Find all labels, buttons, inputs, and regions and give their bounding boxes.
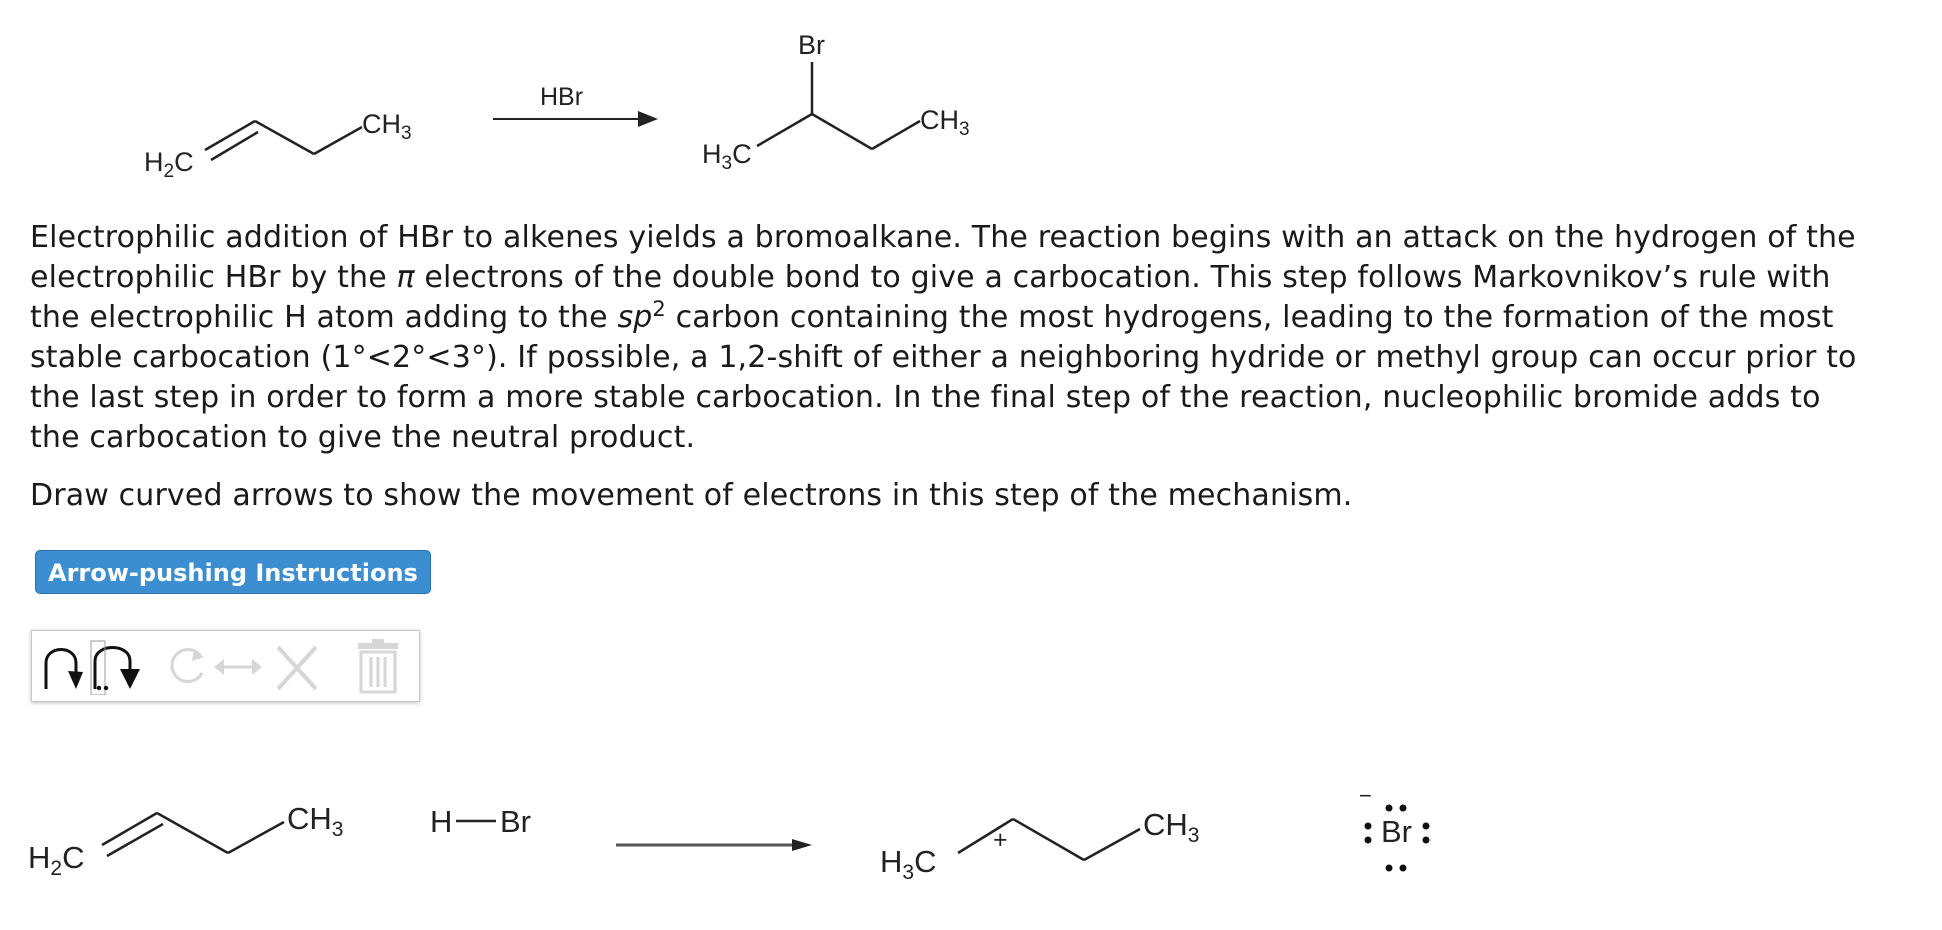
product-2-bromobutane (702, 30, 970, 174)
bromide-atom[interactable]: Br (1381, 814, 1412, 849)
product-br-label: Br (798, 30, 825, 60)
single-bond-line (1084, 829, 1140, 860)
mechanism-carbocation (880, 807, 1199, 884)
mechanism-reaction-arrow (616, 839, 812, 851)
single-bond-line (157, 813, 228, 853)
arrow-pushing-instructions-button[interactable]: Arrow-pushing Instructions (35, 550, 431, 594)
hbr-br-atom[interactable]: Br (500, 804, 531, 839)
pi-symbol: π (396, 260, 415, 295)
reagent-label: HBr (540, 83, 584, 111)
double-bond-line[interactable] (102, 813, 157, 845)
single-bond-line (228, 822, 284, 853)
negative-charge: − (1359, 783, 1372, 808)
question-text: Draw curved arrows to show the movement of electrons in this step of the mechanism. (30, 478, 1353, 513)
delete-icon[interactable] (272, 639, 324, 695)
alkene-h2c-label: $H_2C$ (28, 840, 85, 880)
mechanism-canvas[interactable] (0, 730, 1942, 930)
mechanism-alkene[interactable] (28, 801, 343, 880)
single-bond-line (872, 121, 920, 149)
single-bond-line (255, 121, 314, 154)
double-bond-line (211, 132, 258, 160)
carbocation-ch3-label: $CH_3$ (1143, 807, 1200, 847)
single-bond-line (757, 114, 812, 146)
double-barb-arrow-icon[interactable] (90, 639, 148, 695)
product-ch3-label: $CH_3$ (920, 105, 970, 140)
mechanism-hbr[interactable] (430, 804, 531, 839)
positive-charge: + (993, 826, 1008, 854)
single-barb-arrow-icon[interactable] (38, 639, 86, 695)
double-bond-line[interactable] (107, 824, 163, 856)
double-bond-line (205, 121, 255, 150)
reaction-arrow (493, 83, 658, 127)
drawing-toolbar (31, 630, 420, 702)
resonance-arrow-icon[interactable] (210, 639, 266, 695)
description-text (30, 218, 1910, 516)
rotate-icon[interactable] (160, 639, 210, 695)
trash-icon[interactable] (356, 639, 402, 695)
mechanism-bromide-ion[interactable] (1359, 783, 1430, 872)
single-bond-line (812, 114, 872, 149)
single-bond-line (314, 127, 362, 154)
reactant-h2c-label: $H_2C$ (144, 147, 194, 182)
reactant-ch3-label: $CH_3$ (362, 109, 412, 144)
hbr-h-atom[interactable]: H (430, 804, 453, 839)
top-reaction-scheme (0, 0, 1942, 210)
reactant-1-butene (144, 109, 412, 182)
single-bond-line (1013, 819, 1084, 860)
carbocation-h3c-label: $H_3C$ (880, 844, 937, 884)
alkene-ch3-label: $CH_3$ (287, 801, 344, 841)
product-h3c-label: $H_3C$ (702, 139, 752, 174)
sp-term: sp (617, 300, 653, 335)
description-paragraph: Electrophilic addition of HBr to alkenes yields a bromoalkane. The reaction begins with an attack on the hydrogen of the electrophilic HBr by the π electrons of the double bond to give a carbocation. This step follows Markovnikov’s rule with the electrophilic H atom adding to the $sp^2$ carbon containing the most hydrogens, leading to the formation of the most stable carbocation (1°<2°<3°). If possible, a 1,2-shift of either a neighboring hydride or methyl group can occur prior to the last step in order to form a more stable carbocation. In the final step of the reaction, nucleophilic bromide adds to the carbocation to give the neutral product. (30, 220, 1857, 455)
